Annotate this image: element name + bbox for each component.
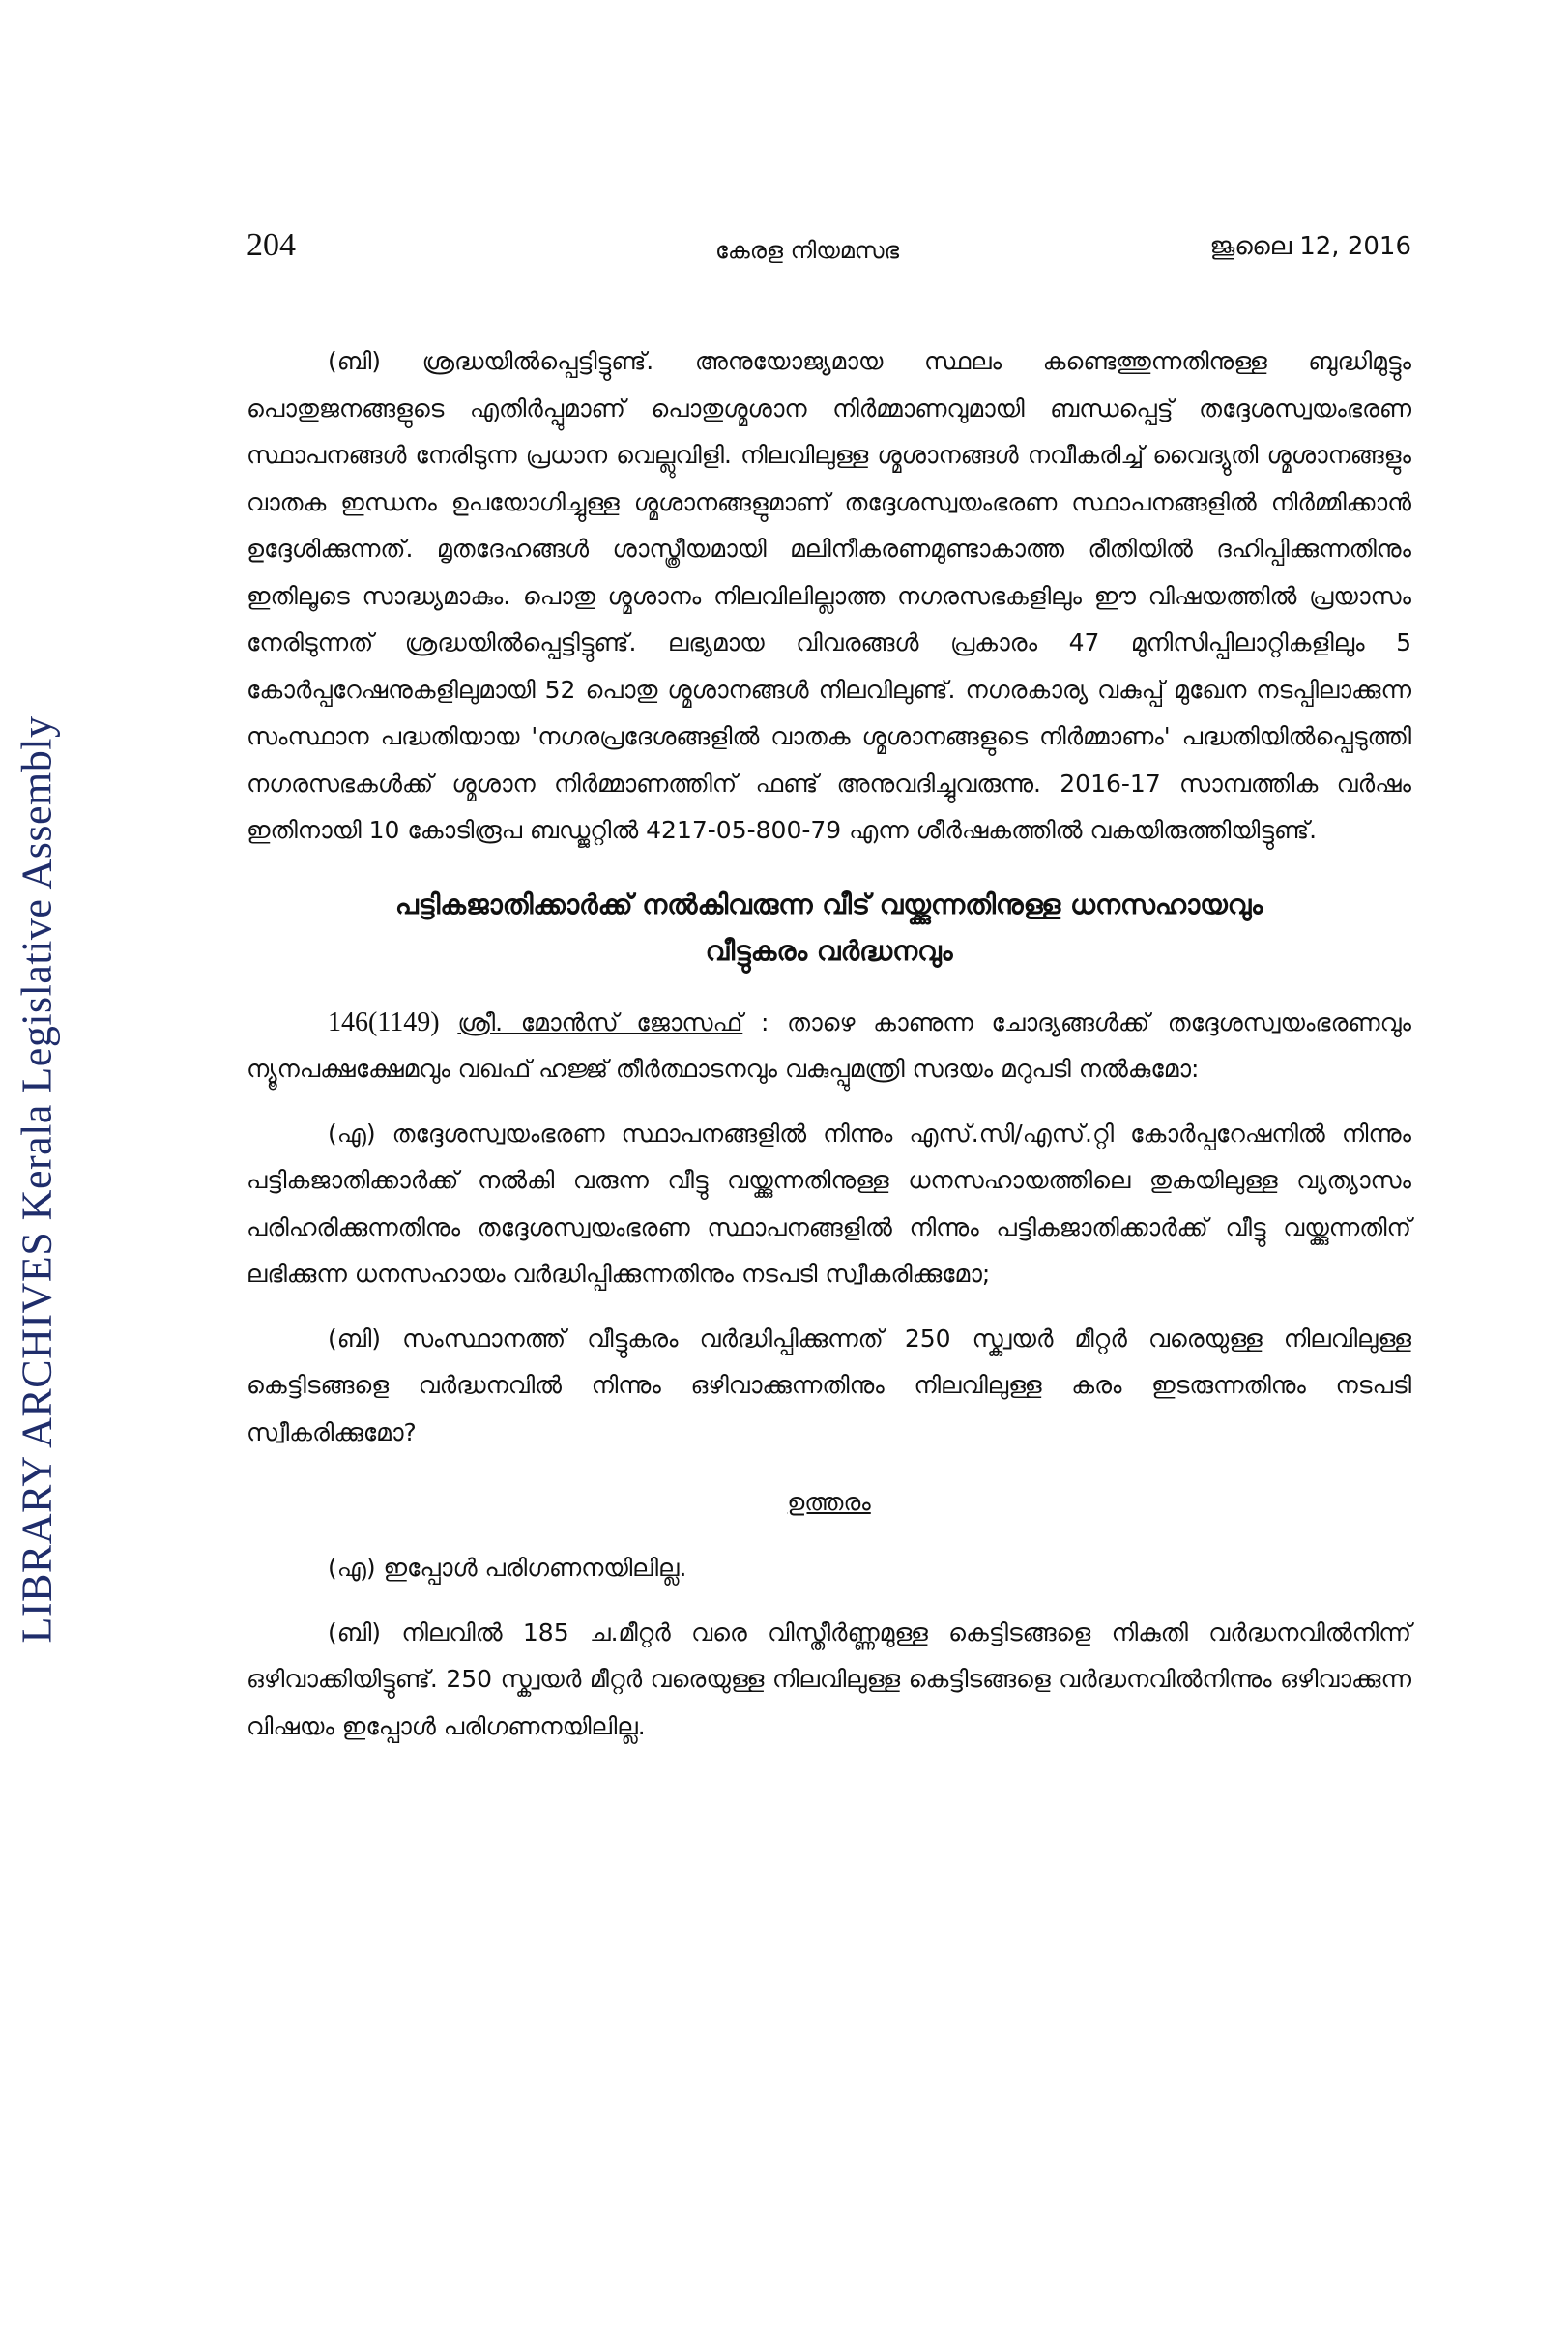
page-number: 204 <box>247 227 296 263</box>
header-date: ജൂലൈ 12, 2016 <box>1209 232 1411 261</box>
question-text: : താഴെ കാണുന്ന ചോദ്യങ്ങൾക്ക് തദ്ദേശസ്വയംഭരണവും ന്യൂനപക്ഷക്ഷേമവും വഖഫ് ഹജ്ജ് തീർത്ഥാടനവും വകുപ്പുമന്ത്രി സദയം മറുപടി നൽകുമോ: <box>247 1007 1412 1083</box>
answer-heading-text: ഉത്തരം <box>787 1488 871 1516</box>
question-intro <box>247 1000 1411 1093</box>
intro-paragraph: (ബി) ശ്രദ്ധയിൽപ്പെട്ടിട്ടുണ്ട്. അനുയോജ്യമായ സ്ഥലം കണ്ടെത്തുന്നതിനുള്ള ബുദ്ധിമുട്ടും പൊതുജനങ്ങളുടെ എതിർപ്പുമാണ് പൊതുശ്മശാന നിർമ്മാണവുമായി ബന്ധപ്പെട്ട് തദ്ദേശസ്വയംഭരണ സ്ഥാപനങ്ങൾ നേരിടുന്ന പ്രധാന വെല്ലുവിളി. നിലവിലുള്ള ശ്മശാനങ്ങൾ നവീകരിച്ച് വൈദ്യുതി ശ്മശാനങ്ങളും വാതക ഇന്ധനം ഉപയോഗിച്ചുള്ള ശ്മശാനങ്ങളുമാണ് തദ്ദേശസ്വയംഭരണ സ്ഥാപനങ്ങളിൽ നിർമ്മിക്കാൻ ഉദ്ദേശിക്കുന്നത്. മൃതദേഹങ്ങൾ ശാസ്ത്രീയമായി മലിനീകരണമുണ്ടാകാത്ത രീതിയിൽ ദഹിപ്പിക്കുന്നതിനും ഇതിലൂടെ സാദ്ധ്യമാകും. പൊതു ശ്മശാനം നിലവിലില്ലാത്ത നഗരസഭകളിലും ഈ വിഷയത്തിൽ പ്രയാസം നേരിടുന്നത് ശ്രദ്ധയിൽപ്പെട്ടിട്ടുണ്ട്. ലഭ്യമായ വിവരങ്ങൾ പ്രകാരം 47 മുനിസിപ്പിലാറ്റികളിലും 5 കോർപ്പറേഷനുകളിലുമായി 52 പൊതു ശ്മശാനങ്ങൾ നിലവിലുണ്ട്. നഗരകാര്യ വകുപ്പ് മുഖേന നടപ്പിലാക്കുന്ന സംസ്ഥാന പദ്ധതിയായ 'നഗരപ്രദേശങ്ങളിൽ വാതക ശ്മശാനങ്ങളുടെ നിർമ്മാണം' പദ്ധതിയിൽപ്പെടുത്തി നഗരസഭകൾക്ക് ശ്മശാന നിർമ്മാണത്തിന് ഫണ്ട് അനുവദിച്ചുവരുന്നു. 2016-17 സാമ്പത്തിക വർഷം ഇതിനായി 10 കോടിരൂപ ബഡ്ജറ്റിൽ 4217-05-800-79 എന്ന ശീർഷകത്തിൽ വകയിരുത്തിയിട്ടുണ്ട്. <box>247 347 1411 844</box>
library-archives-watermark <box>8 619 66 1740</box>
question-number: 146(1149) <box>328 1006 440 1037</box>
page-body <box>247 338 1411 1750</box>
question-part-b: (ബി) സംസ്ഥാനത്ത് വീട്ടുകരം വർദ്ധിപ്പിക്കുന്നത് 250 സ്ക്വയർ മീറ്റർ വരെയുള്ള നിലവിലുള്ള കെട്ടിടങ്ങളെ വർദ്ധനവിൽ നിന്നും ഒഴിവാക്കുന്നതിനും നിലവിലുള്ള കരം ഇടരുന്നതിനും നടപടി സ്വീകരിക്കുമോ? <box>247 1324 1411 1446</box>
running-title: കേരള നിയമസഭ <box>715 237 900 264</box>
answer-part-b: (ബി) നിലവിൽ 185 ച.മീറ്റർ വരെ വിസ്തീർണ്ണമുള്ള കെട്ടിടങ്ങളെ നികുതി വർദ്ധനവിൽനിന്ന് ഒഴിവാക്കിയിട്ടുണ്ട്. 250 സ്ക്വയർ മീറ്റർ വരെയുള്ള നിലവിലുള്ള കെട്ടിടങ്ങളെ വർദ്ധനവിൽനിന്നും ഒഴിവാക്കുന്ന വിഷയം ഇപ്പോൾ പരിഗണനയിലില്ല. <box>247 1617 1411 1740</box>
section-heading-line-1: പട്ടികജാതിക്കാർക്ക് നൽകിവരുന്ന വീട് വയ്ക്കുന്നതിനുള്ള ധനസഹായവും <box>394 888 1263 920</box>
question-part-a: (എ) തദ്ദേശസ്വയംഭരണ സ്ഥാപനങ്ങളിൽ നിന്നും എസ്.സി/എസ്.റ്റി കോർപ്പറേഷനിൽ നിന്നും പട്ടികജാതിക്കാർക്ക് നൽകി വരുന്ന വീട്ടു വയ്ക്കുന്നതിനുള്ള ധനസഹായത്തിലെ തുകയിലുള്ള വ്യത്യാസം പരിഹരിക്കുന്നതിനും തദ്ദേശസ്വയംഭരണ സ്ഥാപനങ്ങളിൽ നിന്നും പട്ടികജാതിക്കാർക്ക് വീട്ടു വയ്ക്കുന്നതിന് ലഭിക്കുന്ന ധനസഹായം വർദ്ധിപ്പിക്കുന്നതിനും നടപടി സ്വീകരിക്കുമോ; <box>247 1119 1411 1288</box>
answer-part-a: (എ) ഇപ്പോൾ പരിഗണനയിലില്ല. <box>328 1554 687 1582</box>
watermark-text: LIBRARY ARCHIVES Kerala Legislative Assembly <box>13 715 61 1644</box>
answer-heading <box>247 1481 1411 1524</box>
section-heading <box>247 882 1411 975</box>
question-member-name: ശ്രീ. മോൻസ് ജോസഫ് <box>457 1007 743 1036</box>
section-heading-line-2: വീട്ടുകരം വർദ്ധനവും <box>705 934 953 967</box>
